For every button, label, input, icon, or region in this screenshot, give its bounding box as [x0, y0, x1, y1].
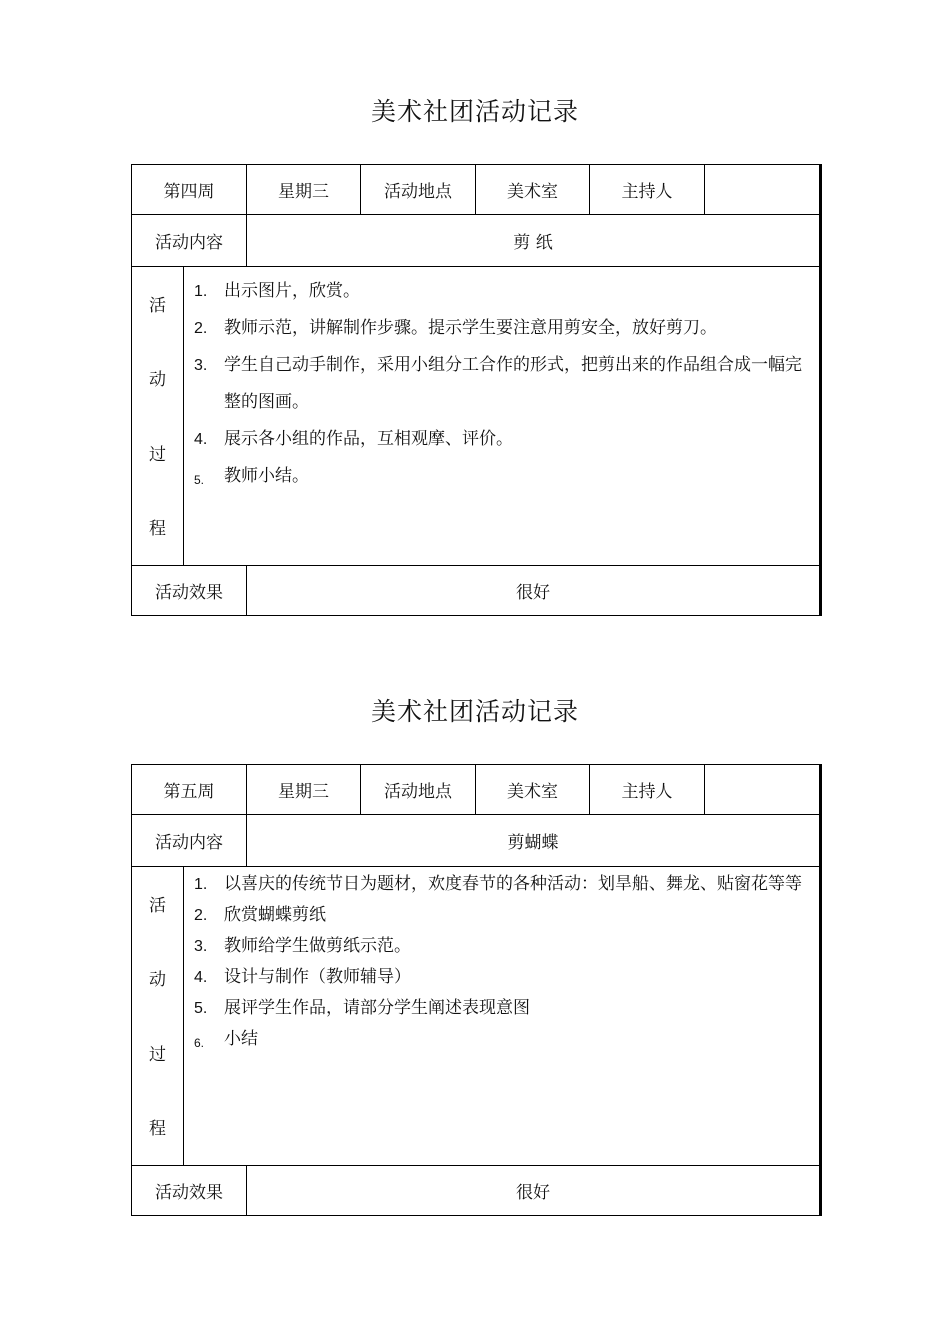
content-value: 剪 纸	[247, 215, 821, 267]
location-label: 活动地点	[361, 765, 476, 815]
effect-value: 很好	[247, 566, 821, 616]
record-title: 美术社团活动记录	[370, 697, 579, 726]
host-label: 主持人	[590, 165, 705, 215]
process-label-char: 程	[149, 1118, 166, 1139]
process-steps	[184, 867, 821, 1166]
effect-label: 活动效果	[132, 1166, 247, 1216]
list-item: 1. 出示图片，欣赏。	[194, 281, 360, 301]
host-cell	[705, 165, 821, 215]
process-label-char: 动	[149, 970, 166, 991]
record-title: 美术社团活动记录	[370, 97, 579, 126]
list-item: 2. 欣赏蝴蝶剪纸	[194, 905, 326, 925]
process-label-char: 程	[149, 518, 166, 539]
activity-record-table	[131, 164, 822, 616]
process-steps	[184, 267, 821, 566]
host-label: 主持人	[590, 765, 705, 815]
effect-value: 很好	[247, 1166, 821, 1216]
process-label-char: 动	[149, 370, 166, 391]
list-item: 6. 小结	[194, 1029, 258, 1050]
process-label-char: 过	[149, 444, 166, 465]
content-value: 剪蝴蝶	[247, 815, 821, 867]
weekday-cell: 星期三	[247, 765, 361, 815]
list-item: 5. 展评学生作品，请部分学生阐述表现意图	[194, 998, 530, 1018]
week-cell: 第四周	[132, 165, 247, 215]
list-item: 5. 教师小结。	[194, 466, 309, 487]
location-cell: 美术室	[476, 765, 590, 815]
list-item: 3. 学生自己动手制作，采用小组分工合作的形式，把剪出来的作品组合成一幅完整的图画。	[194, 355, 802, 412]
location-cell: 美术室	[476, 165, 590, 215]
process-label-char: 活	[149, 296, 166, 316]
process-label-char: 过	[149, 1044, 166, 1065]
process-label-char: 活	[149, 896, 166, 916]
host-cell	[705, 765, 821, 815]
activity-record-table	[131, 764, 822, 1216]
list-item: 4. 展示各小组的作品，互相观摩、评价。	[194, 429, 513, 449]
process-label	[132, 267, 184, 566]
effect-label: 活动效果	[132, 566, 247, 616]
content-label: 活动内容	[132, 215, 247, 267]
list-item: 4. 设计与制作（教师辅导）	[194, 967, 411, 987]
list-item: 2. 教师示范，讲解制作步骤。提示学生要注意用剪安全，放好剪刀。	[194, 318, 717, 338]
location-label: 活动地点	[361, 165, 476, 215]
list-item: 3. 教师给学生做剪纸示范。	[194, 936, 411, 956]
week-cell: 第五周	[132, 765, 247, 815]
process-label	[132, 867, 184, 1166]
weekday-cell: 星期三	[247, 165, 361, 215]
content-label: 活动内容	[132, 815, 247, 867]
list-item: 1. 以喜庆的传统节日为题材，欢度春节的各种活动：划旱船、舞龙、贴窗花等等	[194, 874, 802, 894]
